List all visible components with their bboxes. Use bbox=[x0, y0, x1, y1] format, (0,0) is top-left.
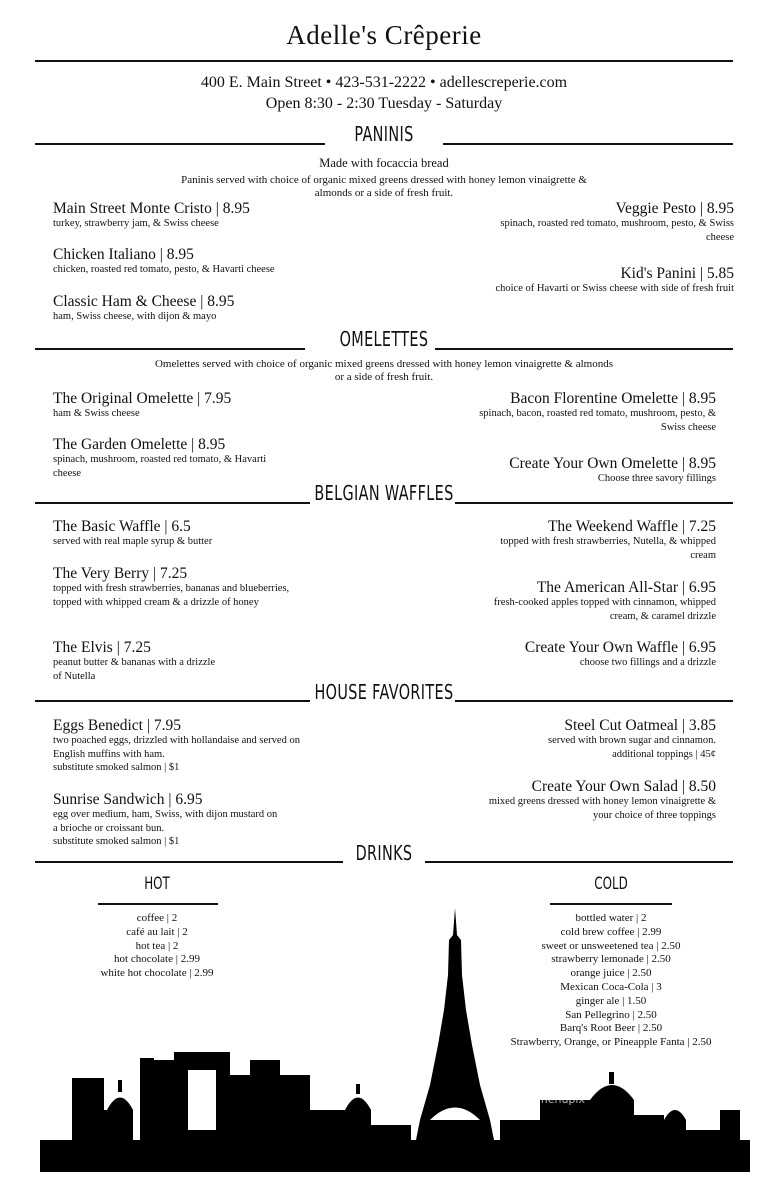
menu-item-description: chicken, roasted red tomato, pesto, & Havarti cheese bbox=[53, 264, 275, 275]
menu-item-title: Create Your Own Omelette | 8.95 bbox=[509, 455, 716, 472]
menu-item-description: Choose three savory fillings bbox=[597, 473, 716, 484]
drink-item: cold brew coffee | 2.99 bbox=[560, 925, 662, 938]
menu-item-title: Kid's Panini | 5.85 bbox=[620, 265, 734, 282]
drink-item: bottled water | 2 bbox=[575, 912, 647, 924]
section-heading-waffles: BELGIAN WAFFLES bbox=[314, 481, 454, 505]
menu-item-extra: additional toppings | 45¢ bbox=[612, 748, 716, 760]
menu-item-title: The Garden Omelette | 8.95 bbox=[53, 436, 226, 453]
menu-item-title: Veggie Pesto | 8.95 bbox=[615, 200, 734, 217]
menu-item-description: spinach, bacon, roasted red tomato, mushroom, pesto, & Swiss cheese bbox=[479, 408, 716, 433]
menu-item-title: Create Your Own Salad | 8.50 bbox=[531, 778, 716, 795]
menu-item-description: turkey, strawberry jam, & Swiss cheese bbox=[53, 218, 219, 229]
menu-item-title: Main Street Monte Cristo | 8.95 bbox=[53, 200, 250, 217]
drink-item: sweet or unsweetened tea | 2.50 bbox=[541, 939, 681, 952]
menu-item-description: served with brown sugar and cinnamon. bbox=[548, 735, 716, 746]
menu-item-description: ham & Swiss cheese bbox=[53, 408, 140, 419]
hours: Open 8:30 - 2:30 Tuesday - Saturday bbox=[265, 95, 503, 112]
menu-item-extra: substitute smoked salmon | $1 bbox=[53, 762, 180, 773]
menu-item-title: Steel Cut Oatmeal | 3.85 bbox=[564, 717, 716, 734]
menu-item-title: The Very Berry | 7.25 bbox=[53, 565, 188, 582]
menu-item-title: The American All-Star | 6.95 bbox=[536, 579, 716, 596]
menu-item-title: Chicken Italiano | 8.95 bbox=[53, 246, 194, 263]
address-line: 400 E. Main Street • 423-531-2222 • adellescreperie.com bbox=[200, 74, 568, 91]
drink-item: hot chocolate | 2.99 bbox=[114, 953, 200, 966]
panini-note: almonds or a side of fresh fruit. bbox=[314, 187, 454, 199]
omelette-note: Omelettes served with choice of organic mixed greens dressed with honey lemon vinaigrette & almonds bbox=[154, 358, 613, 370]
menu-item-title: The Basic Waffle | 6.5 bbox=[53, 518, 191, 535]
section-heading-drinks: DRINKS bbox=[355, 841, 413, 865]
restaurant-title: Adelle's Crêperie bbox=[286, 20, 482, 50]
section-heading-paninis: PANINIS bbox=[354, 122, 414, 146]
menu-item-description: topped with fresh strawberries, Nutella, & whipped cream bbox=[500, 536, 716, 561]
panini-note: Paninis served with choice of organic mixed greens dressed with honey lemon vinaigrette & bbox=[181, 174, 587, 186]
menu-item-description: served with real maple syrup & butter bbox=[53, 536, 213, 547]
panini-note: Made with focaccia bread bbox=[319, 156, 449, 170]
menu-item-description: choice of Havarti or Swiss cheese with side of fresh fruit bbox=[495, 283, 734, 294]
menu-item-description: choose two fillings and a drizzle bbox=[579, 657, 716, 668]
menu-item-description: ham, Swiss cheese, with dijon & mayo bbox=[53, 311, 217, 322]
menu-item-title: The Elvis | 7.25 bbox=[53, 639, 151, 656]
menu-item-title: The Weekend Waffle | 7.25 bbox=[547, 518, 716, 535]
drink-item: coffee | 2 bbox=[136, 912, 178, 924]
menu-item-description: topped with fresh strawberries, bananas and blueberries, topped with whipped cream & a drizzle of honey bbox=[53, 583, 290, 608]
menu-item-title: Sunrise Sandwich | 6.95 bbox=[53, 791, 203, 808]
menu-item-title: Eggs Benedict | 7.95 bbox=[53, 717, 181, 734]
drinks-hot-heading: HOT bbox=[144, 874, 170, 894]
menu-item-description: spinach, mushroom, roasted red tomato, & Havarti cheese bbox=[53, 454, 267, 479]
section-heading-omelettes: OMELETTES bbox=[339, 327, 429, 351]
drink-item: ginger ale | 1.50 bbox=[575, 994, 647, 1007]
drink-item: hot tea | 2 bbox=[135, 939, 179, 952]
menu-item-description: fresh-cooked apples topped with cinnamon, whipped cream, & caramel drizzle bbox=[493, 597, 716, 622]
drinks-cold-heading: COLD bbox=[594, 874, 628, 894]
menu-item-description: mixed greens dressed with honey lemon vinaigrette & your choice of three toppings bbox=[488, 796, 716, 821]
drink-item: San Pellegrino | 2.50 bbox=[565, 1008, 657, 1021]
menu-item-title: The Original Omelette | 7.95 bbox=[53, 390, 232, 407]
drink-item: café au lait | 2 bbox=[126, 925, 188, 938]
menu-item-description: spinach, roasted red tomato, mushroom, pesto, & Swiss cheese bbox=[500, 218, 734, 243]
drink-item: Mexican Coca-Cola | 3 bbox=[560, 980, 662, 993]
menu-item-description: two poached eggs, drizzled with hollandaise and served on English muffins with ham. bbox=[53, 735, 300, 760]
drink-item: orange juice | 2.50 bbox=[570, 967, 652, 980]
watermark: menupix bbox=[537, 1093, 585, 1106]
drink-item: Strawberry, Orange, or Pineapple Fanta | 2.50 bbox=[510, 1036, 712, 1049]
drink-item: strawberry lemonade | 2.50 bbox=[551, 953, 671, 966]
drink-item: Barq's Root Beer | 2.50 bbox=[559, 1022, 663, 1035]
omelette-note: or a side of fresh fruit. bbox=[334, 371, 434, 383]
menu-item-description: peanut butter & bananas with a drizzle of Nutella bbox=[53, 657, 216, 682]
menu-item-title: Bacon Florentine Omelette | 8.95 bbox=[510, 390, 716, 407]
menu-item-extra: substitute smoked salmon | $1 bbox=[53, 836, 180, 847]
section-heading-house-favorites: HOUSE FAVORITES bbox=[314, 680, 454, 704]
menu-item-title: Classic Ham & Cheese | 8.95 bbox=[53, 293, 235, 310]
menu-item-description: egg over medium, ham, Swiss, with dijon mustard on a brioche or croissant bun. bbox=[53, 809, 278, 834]
menu-item-title: Create Your Own Waffle | 6.95 bbox=[524, 639, 716, 656]
drink-item: white hot chocolate | 2.99 bbox=[100, 967, 214, 980]
